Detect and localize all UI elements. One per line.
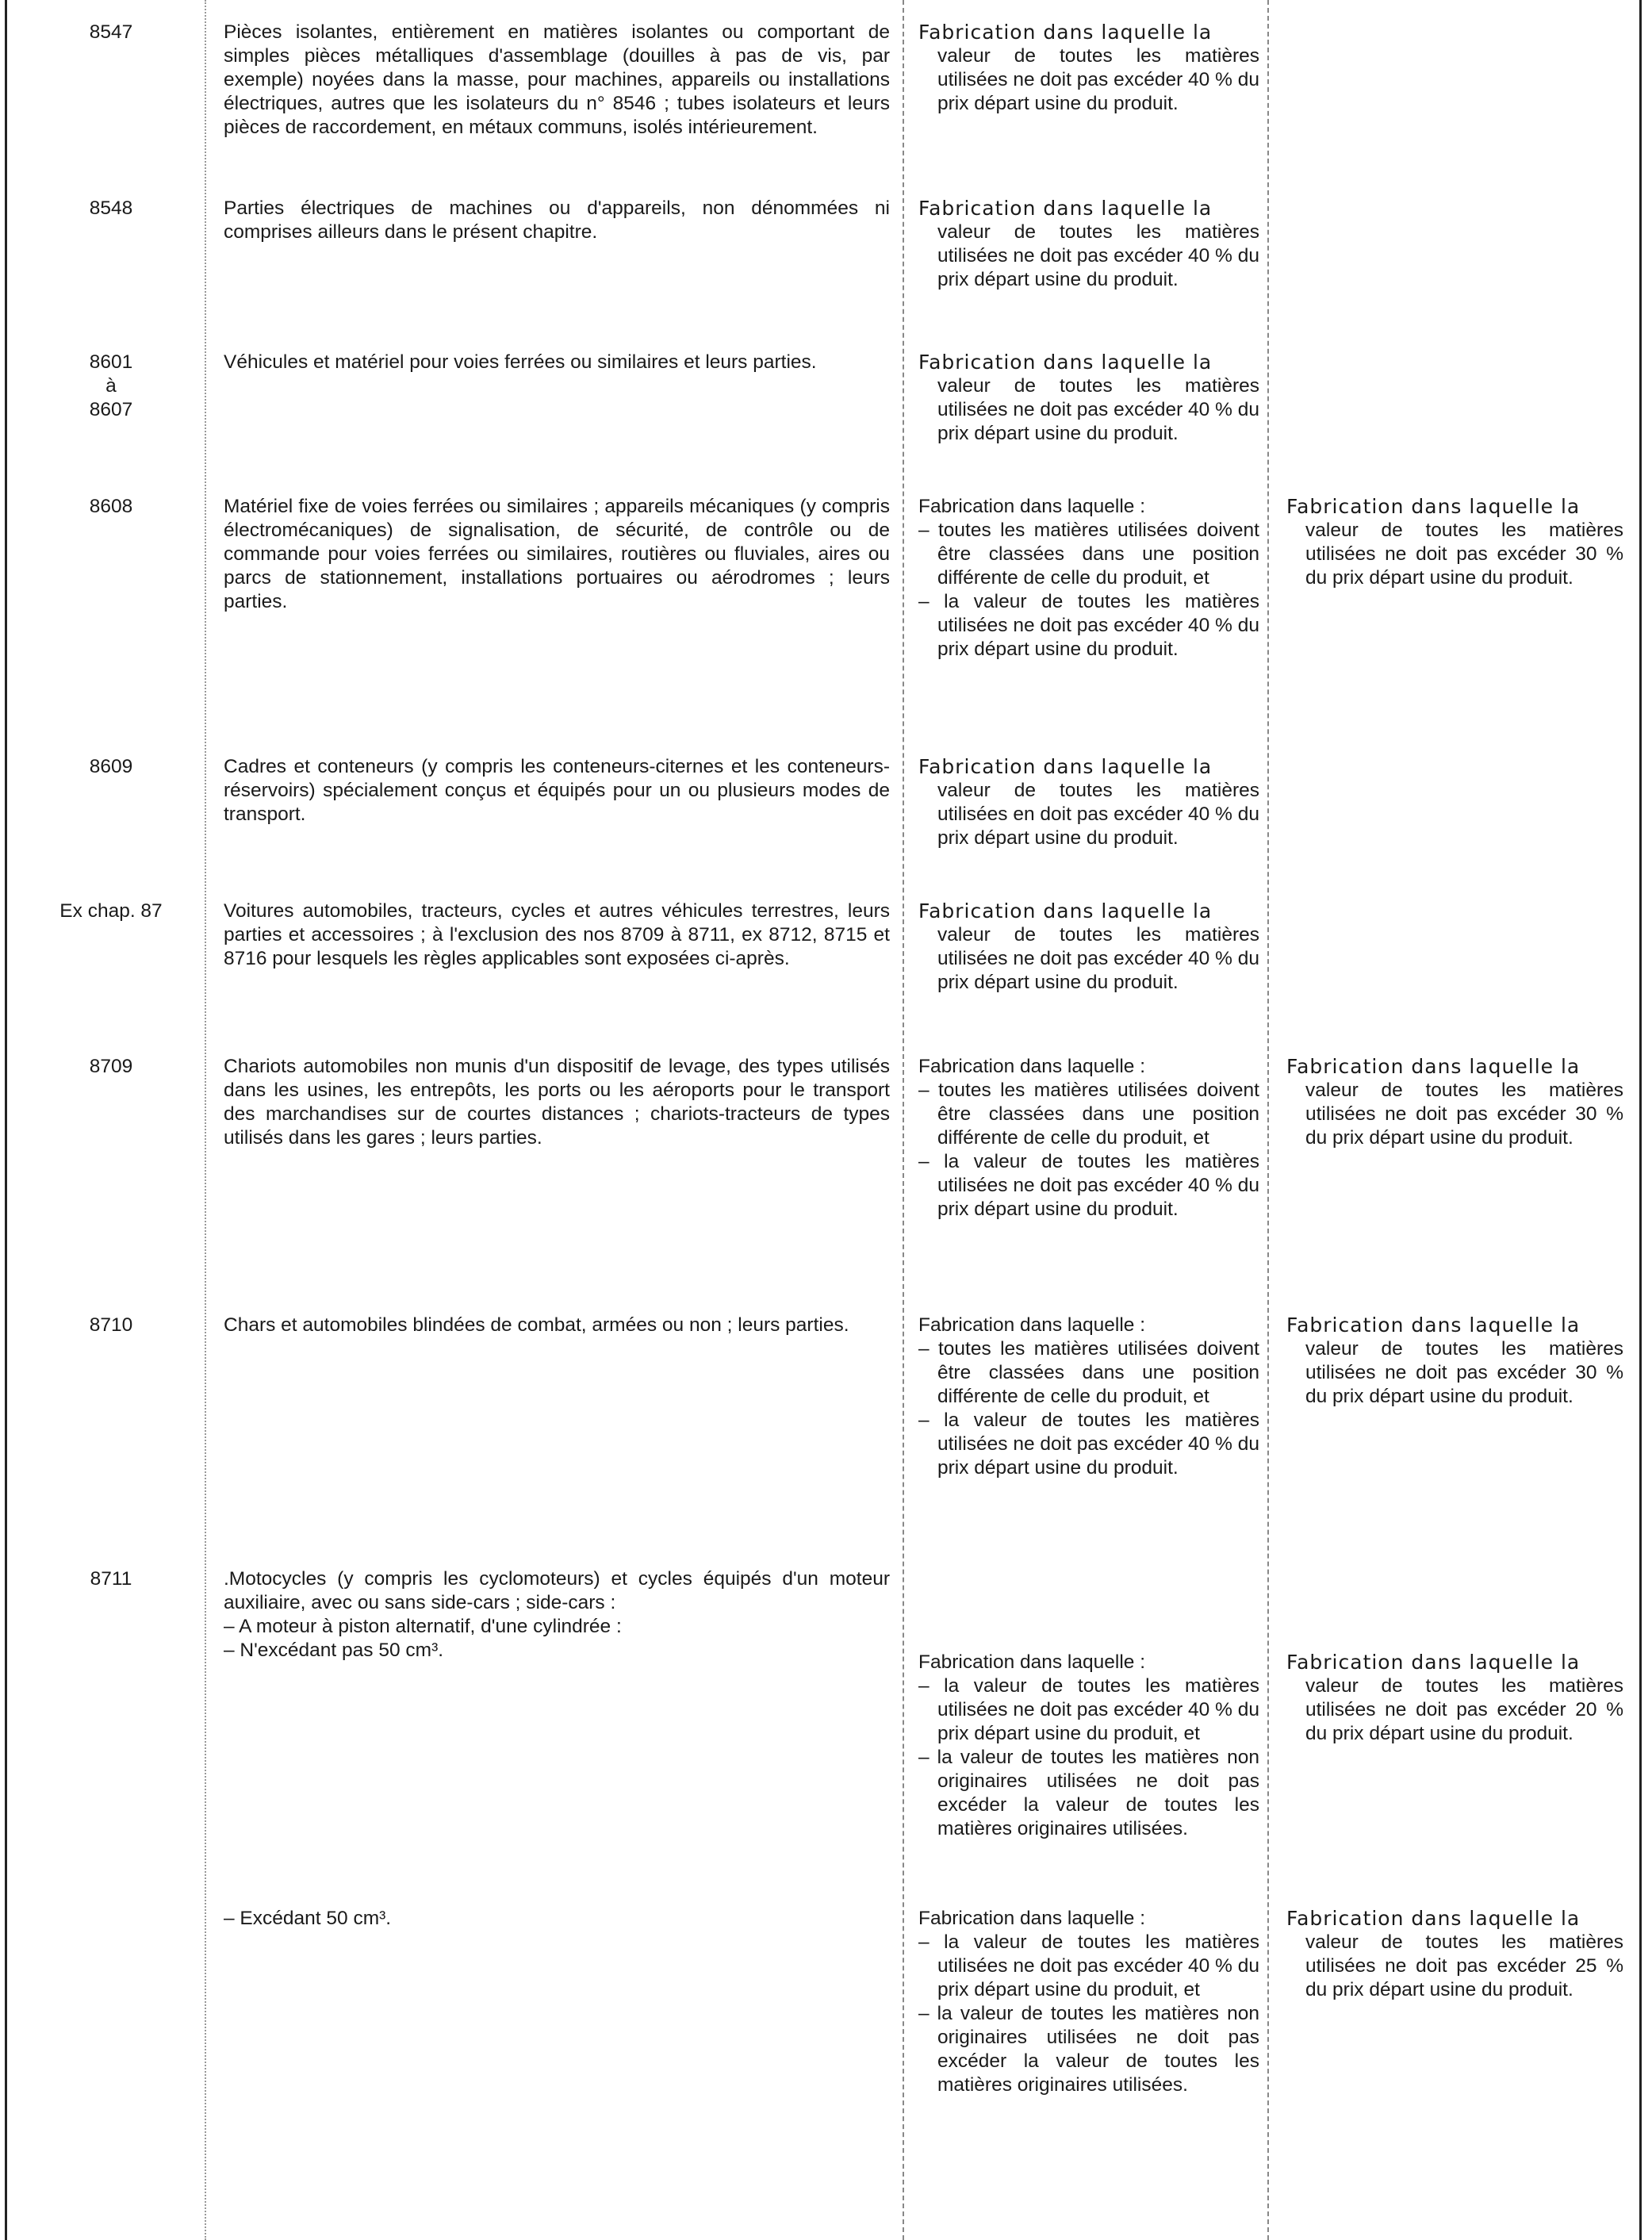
- rule-text: valeur de toutes les matières utilisées ne doit pas excéder 40 % du prix départ usine du produit.: [937, 221, 1259, 290]
- rule-first-line: Fabrication dans laquelle la: [918, 21, 1213, 44]
- alternative-rule: [1286, 1907, 1623, 2002]
- alt-rule-text: valeur de toutes les matières utilisées ne doit pas excéder 20 % du prix départ usine du produit.: [1305, 1675, 1623, 1744]
- alt-rule-text: valeur de toutes les matières utilisées ne doit pas excéder 25 % du prix départ usine du produit.: [1305, 1931, 1623, 2000]
- description-text: .Motocycles (y compris les cyclomoteurs) et cycles équipés d'un moteur auxiliaire, avec ou sans side-cars ; side-cars :: [224, 1568, 890, 1613]
- description-text: Parties électriques de machines ou d'appareils, non dénommées ni comprises ailleurs dans le présent chapitre.: [224, 198, 890, 243]
- heading-code-line: Ex chap. 87: [59, 900, 163, 922]
- rule-heading: Fabrication dans laquelle :: [918, 1908, 1146, 1929]
- column-rule-3: [1267, 0, 1269, 2240]
- product-description: [224, 351, 890, 374]
- description-text: Voitures automobiles, tracteurs, cycles et autres véhicules terrestres, leurs parties et accessoires ; à l'exclusion des nos 8709 à 8711, ex 8712, 8715 et 8716 pour lesquels les règles applicables sont exposées ci-après.: [224, 900, 890, 969]
- alternative-rule: [1286, 495, 1623, 590]
- heading-code: [32, 899, 190, 923]
- heading-code: [32, 1055, 190, 1079]
- description-text: Matériel fixe de voies ferrées ou similaires ; appareils mécaniques (y compris électromécaniques) de signalisation, de sécurité, de contrôle ou de commande pour voies ferrées ou similaires, routières ou fluviales, aires ou parcs de stationnement, installations portuaires ou aérodromes ; leurs parties.: [224, 496, 890, 612]
- heading-code-line: 8710: [89, 1314, 133, 1336]
- working-rule: [918, 1055, 1259, 1222]
- heading-code-line: 8709: [89, 1056, 133, 1077]
- heading-code: [32, 21, 190, 44]
- heading-code-line: 8609: [89, 756, 133, 777]
- rule-heading: Fabrication dans laquelle :: [918, 1314, 1146, 1336]
- heading-code-line: 8548: [89, 198, 133, 219]
- heading-code-line: 8711: [90, 1568, 132, 1590]
- alt-rule-text: valeur de toutes les matières utilisées ne doit pas excéder 30 % du prix départ usine du produit.: [1305, 1338, 1623, 1407]
- product-description: [224, 1314, 890, 1337]
- description-text: – Excédant 50 cm³.: [224, 1908, 392, 1929]
- rule-item: – la valeur de toutes les matières utilisées ne doit pas excéder 40 % du prix départ usine du produit.: [918, 1151, 1259, 1220]
- heading-code: [32, 1567, 190, 1591]
- alt-rule-first-line: Fabrication dans laquelle la: [1286, 1314, 1581, 1337]
- working-rule: [918, 495, 1259, 662]
- rule-first-line: Fabrication dans laquelle la: [918, 351, 1213, 374]
- heading-code-line: 8547: [89, 21, 133, 43]
- alt-rule-first-line: Fabrication dans laquelle la: [1286, 495, 1581, 518]
- left-border: [5, 0, 7, 2240]
- rule-first-line: Fabrication dans laquelle la: [918, 197, 1213, 220]
- product-description: [224, 755, 890, 827]
- product-description: [224, 1567, 890, 1663]
- heading-code: [32, 1314, 190, 1337]
- heading-code: [32, 755, 190, 779]
- right-border: [1639, 0, 1642, 2240]
- description-text: Véhicules et matériel pour voies ferrées ou similaires et leurs parties.: [224, 351, 817, 373]
- description-item: – N'excédant pas 50 cm³.: [224, 1640, 444, 1661]
- alt-rule-first-line: Fabrication dans laquelle la: [1286, 1651, 1581, 1674]
- heading-code: [32, 495, 190, 519]
- rule-item: – la valeur de toutes les matières utilisées ne doit pas excéder 40 % du prix départ usine du produit.: [918, 591, 1259, 660]
- rule-text: valeur de toutes les matières utilisées ne doit pas excéder 40 % du prix départ usine du produit.: [937, 924, 1259, 993]
- description-item: – A moteur à piston alternatif, d'une cylindrée :: [224, 1616, 622, 1637]
- heading-code-line: 8607: [89, 399, 133, 420]
- rule-item: – la valeur de toutes les matières non originaires utilisées ne doit pas excéder la valeur de toutes les matières originaires utilisées.: [918, 1747, 1259, 1839]
- product-description: [224, 1055, 890, 1150]
- working-rule: [918, 21, 1259, 116]
- column-rule-1: [205, 0, 206, 2240]
- rule-item: – toutes les matières utilisées doivent être classées dans une position différente de celle du produit, et: [918, 1080, 1259, 1149]
- working-rule: [918, 755, 1259, 850]
- alt-rule-text: valeur de toutes les matières utilisées ne doit pas excéder 30 % du prix départ usine du produit.: [1305, 520, 1623, 589]
- description-text: Cadres et conteneurs (y compris les conteneurs-citernes et les conteneurs-réservoirs) spécialement conçus et équipés pour un ou plusieurs modes de transport.: [224, 756, 890, 825]
- description-text: Chars et automobiles blindées de combat, armées ou non ; leurs parties.: [224, 1314, 849, 1336]
- working-rule: [918, 1907, 1259, 2097]
- rule-first-line: Fabrication dans laquelle la: [918, 899, 1213, 922]
- alt-rule-text: valeur de toutes les matières utilisées ne doit pas excéder 30 % du prix départ usine du produit.: [1305, 1080, 1623, 1149]
- rule-item: – la valeur de toutes les matières utilisées ne doit pas excéder 40 % du prix départ usine du produit, et: [918, 1675, 1259, 1744]
- product-description: [224, 495, 890, 614]
- rule-text: valeur de toutes les matières utilisées ne doit pas excéder 40 % du prix départ usine du produit.: [937, 45, 1259, 114]
- alternative-rule: [1286, 1314, 1623, 1409]
- heading-code-line: à: [105, 375, 117, 397]
- heading-code-line: 8608: [89, 496, 133, 517]
- alt-rule-first-line: Fabrication dans laquelle la: [1286, 1907, 1581, 1930]
- rule-item: – la valeur de toutes les matières non originaires utilisées ne doit pas excéder la valeur de toutes les matières originaires utilisées.: [918, 2003, 1259, 2096]
- rule-item: – toutes les matières utilisées doivent être classées dans une position différente de celle du produit, et: [918, 1338, 1259, 1407]
- working-rule: [918, 351, 1259, 446]
- product-description: [224, 899, 890, 971]
- rule-item: – toutes les matières utilisées doivent être classées dans une position différente de celle du produit, et: [918, 520, 1259, 589]
- rule-heading: Fabrication dans laquelle :: [918, 496, 1146, 517]
- product-description: [224, 1907, 890, 1931]
- rule-text: valeur de toutes les matières utilisées en doit pas excéder 40 % du prix départ usine du produit.: [937, 780, 1259, 849]
- working-rule: [918, 1314, 1259, 1480]
- rule-first-line: Fabrication dans laquelle la: [918, 755, 1213, 778]
- working-rule: [918, 1651, 1259, 1841]
- rule-item: – la valeur de toutes les matières utilisées ne doit pas excéder 40 % du prix départ usine du produit.: [918, 1410, 1259, 1479]
- working-rule: [918, 197, 1259, 292]
- working-rule: [918, 899, 1259, 995]
- alternative-rule: [1286, 1651, 1623, 1746]
- rule-heading: Fabrication dans laquelle :: [918, 1651, 1146, 1673]
- product-description: [224, 197, 890, 244]
- product-description: [224, 21, 890, 140]
- heading-code-line: 8601: [89, 351, 133, 373]
- description-text: Pièces isolantes, entièrement en matières isolantes ou comportant de simples pièces métalliques d'assemblage (douilles à pas de vis, par exemple) noyées dans la masse, pour machines, appareils ou installations électriques, autres que les isolateurs du n° 8546 ; tubes isolateurs et leurs pièces de raccordement, en métaux communs, isolés intérieurement.: [224, 21, 890, 138]
- description-text: Chariots automobiles non munis d'un dispositif de levage, des types utilisés dans les usines, les entrepôts, les ports ou les aéroports pour le transport des marchandises sur de courtes distances ; chariots-tracteurs de types utilisés dans les gares ; leurs parties.: [224, 1056, 890, 1149]
- column-rule-2: [903, 0, 904, 2240]
- heading-code: [32, 197, 190, 221]
- alt-rule-first-line: Fabrication dans laquelle la: [1286, 1055, 1581, 1078]
- rule-item: – la valeur de toutes les matières utilisées ne doit pas excéder 40 % du prix départ usine du produit, et: [918, 1931, 1259, 2000]
- rule-heading: Fabrication dans laquelle :: [918, 1056, 1146, 1077]
- rule-text: valeur de toutes les matières utilisées ne doit pas excéder 40 % du prix départ usine du produit.: [937, 375, 1259, 444]
- heading-code: [32, 351, 190, 422]
- alternative-rule: [1286, 1055, 1623, 1150]
